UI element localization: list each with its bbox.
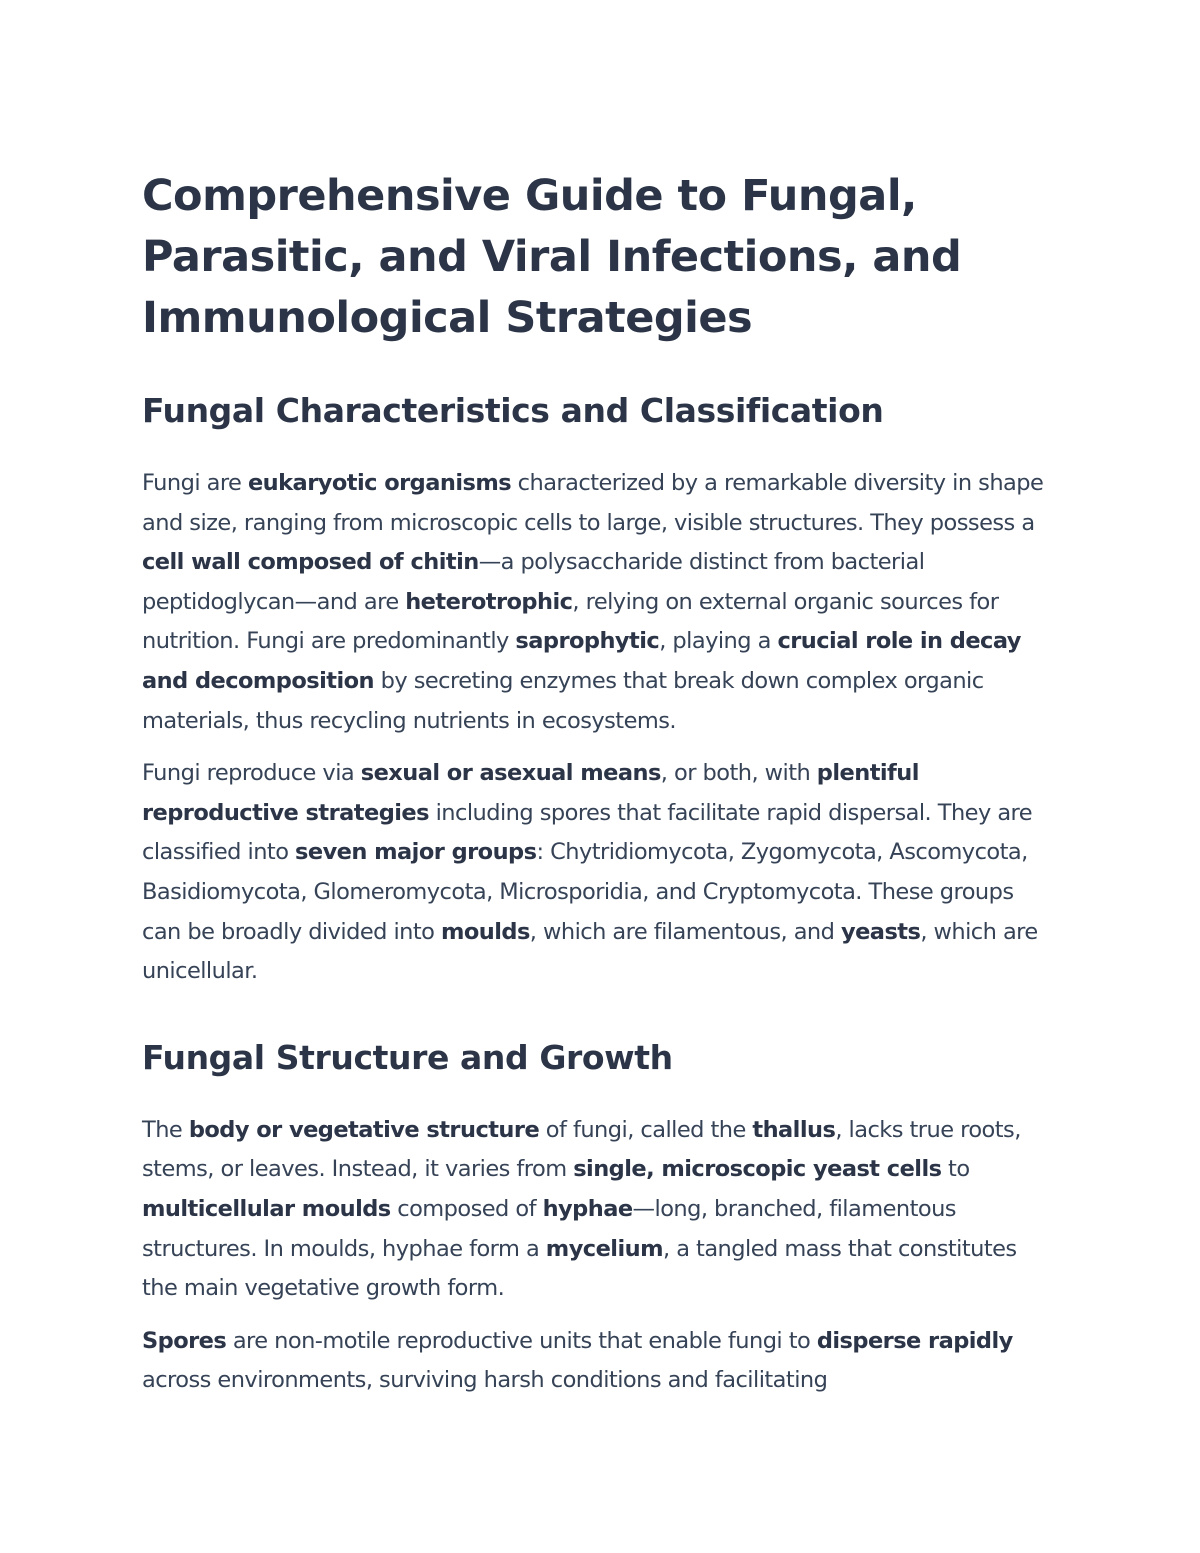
bold-term: yeasts [840,918,921,945]
section-heading-fungal-structure: Fungal Structure and Growth [142,1037,673,1077]
paragraph: Spores are non-motile reproductive units that enable fungi to disperse rapidly across environments, surviving harsh conditions and facilitating [142,1327,1013,1394]
bold-term: moulds [440,918,530,945]
bold-term: disperse rapidly [816,1327,1013,1354]
bold-term: seven major groups [295,839,537,866]
bold-term: single, microscopic yeast cells [573,1156,942,1183]
paragraph: Fungi are eukaryotic organisms characterized by a remarkable diversity in shape and size, ranging from microscopic cells to large, visible structures. They possess a cell wall composed of chitin—a polysaccharide distinct from bacterial peptidoglycan—and are heterotrophic, relying on external organic sources for nutrition. Fungi are predominantly saprophytic, playing a crucial role in decay and decomposition by secreting enzymes that break down complex organic materials, thus recycling nutrients in ecosystems. [142,470,1044,734]
document-title: Comprehensive Guide to Fungal, Parasitic, and Viral Infections, and Immunological Strategies [142,171,962,343]
bold-term: hyphae [542,1195,633,1222]
bold-term: sexual or asexual means [360,760,661,787]
bold-term: mycelium [545,1235,663,1262]
bold-term: multicellular moulds [142,1195,391,1222]
bold-term: plentiful reproductive strategies [142,760,919,826]
paragraph: Fungi reproduce via sexual or asexual means, or both, with plentiful reproductive strategies including spores that facilitate rapid dispersal. They are classified into seven major groups: Chytridiomycota, Zygomycota, Ascomycota, Basidiomycota, Glomeromycota, Microsporidia, and Cryptomycota. These groups can be broadly divided into moulds, which are filamentous, and yeasts, which are unicellular. [142,760,1038,985]
bold-term: cell wall composed of chitin [142,549,479,576]
document-page [142,166,1057,1401]
section-heading-fungal-characteristics: Fungal Characteristics and Classification [142,391,884,430]
bold-term: body or vegetative structure [188,1116,540,1143]
bold-term: saprophytic [515,628,660,655]
paragraph: The body or vegetative structure of fungi, called the thallus, lacks true roots, stems, or leaves. Instead, it varies from single, microscopic yeast cells to multicellular moulds composed of hyphae—long, branched, filamentous structures. In moulds, hyphae form a mycelium, a tangled mass that constitutes the main vegetative growth form. [142,1116,1021,1302]
bold-term: crucial role in decay and decomposition [142,628,1021,694]
bold-term: Spores [142,1327,227,1354]
bold-term: heterotrophic [405,588,573,615]
bold-term: eukaryotic organisms [247,470,512,496]
bold-term: thallus [752,1116,836,1143]
